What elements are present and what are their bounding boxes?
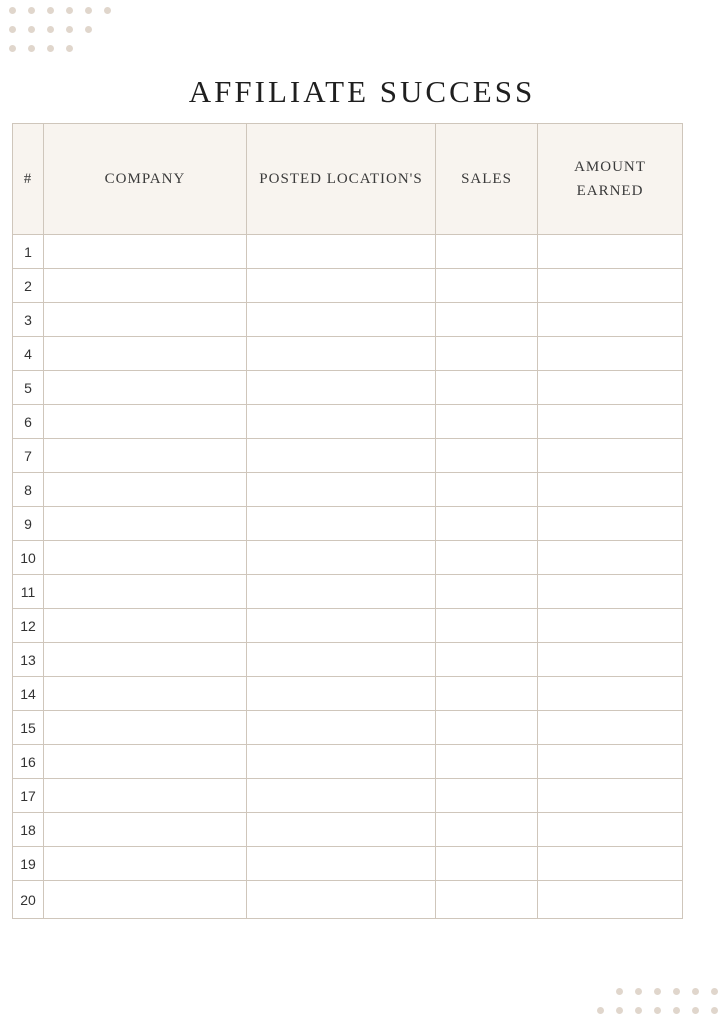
header-number: # [13,124,44,235]
amount-earned-cell[interactable] [538,711,683,745]
amount-earned-cell[interactable] [538,745,683,779]
amount-earned-cell[interactable] [538,881,683,919]
sales-cell[interactable] [436,371,538,405]
posted-location-cell[interactable] [247,677,436,711]
company-cell[interactable] [44,473,247,507]
table-row [13,507,683,541]
company-cell[interactable] [44,507,247,541]
posted-location-cell[interactable] [247,371,436,405]
page-title: AFFILIATE SUCCESS [188,74,536,109]
sales-cell[interactable] [436,337,538,371]
sales-cell[interactable] [436,847,538,881]
table-row [13,813,683,847]
posted-location-cell[interactable] [247,235,436,269]
row-number: 5 [13,371,44,405]
amount-earned-cell[interactable] [538,235,683,269]
header-amount-earned: AMOUNT EARNED [538,124,683,235]
row-number: 20 [13,881,44,919]
table-row [13,643,683,677]
sales-cell[interactable] [436,303,538,337]
sales-cell[interactable] [436,813,538,847]
posted-location-cell[interactable] [247,745,436,779]
amount-earned-cell[interactable] [538,575,683,609]
row-number: 9 [13,507,44,541]
row-number: 14 [13,677,44,711]
table-row [13,847,683,881]
table-row [13,337,683,371]
row-number: 16 [13,745,44,779]
header-company: COMPANY [44,124,247,235]
amount-earned-cell[interactable] [538,643,683,677]
row-number: 15 [13,711,44,745]
amount-earned-cell[interactable] [538,473,683,507]
amount-earned-cell[interactable] [538,371,683,405]
company-cell[interactable] [44,575,247,609]
table-row [13,575,683,609]
sales-cell[interactable] [436,269,538,303]
amount-earned-cell[interactable] [538,677,683,711]
posted-location-cell[interactable] [247,847,436,881]
company-cell[interactable] [44,609,247,643]
posted-location-cell[interactable] [247,779,436,813]
sales-cell[interactable] [436,235,538,269]
sales-cell[interactable] [436,677,538,711]
posted-location-cell[interactable] [247,881,436,919]
amount-earned-cell[interactable] [538,303,683,337]
company-cell[interactable] [44,881,247,919]
amount-earned-cell[interactable] [538,609,683,643]
amount-earned-cell[interactable] [538,439,683,473]
posted-location-cell[interactable] [247,473,436,507]
row-number: 2 [13,269,44,303]
amount-earned-cell[interactable] [538,507,683,541]
table-row [13,303,683,337]
company-cell[interactable] [44,779,247,813]
row-number: 18 [13,813,44,847]
sales-cell[interactable] [436,507,538,541]
posted-location-cell[interactable] [247,507,436,541]
row-number: 19 [13,847,44,881]
company-cell[interactable] [44,235,247,269]
table-row [13,677,683,711]
company-cell[interactable] [44,745,247,779]
amount-earned-cell[interactable] [538,337,683,371]
company-cell[interactable] [44,371,247,405]
sales-cell[interactable] [436,779,538,813]
posted-location-cell[interactable] [247,541,436,575]
table-row [13,235,683,269]
posted-location-cell[interactable] [247,405,436,439]
table-row [13,541,683,575]
sales-cell[interactable] [436,405,538,439]
table-row [13,371,683,405]
table-header-row [13,124,683,235]
row-number: 7 [13,439,44,473]
row-number: 12 [13,609,44,643]
amount-earned-cell[interactable] [538,405,683,439]
posted-location-cell[interactable] [247,711,436,745]
row-number: 3 [13,303,44,337]
row-number: 4 [13,337,44,371]
row-number: 1 [13,235,44,269]
amount-earned-cell[interactable] [538,541,683,575]
company-cell[interactable] [44,643,247,677]
row-number: 8 [13,473,44,507]
company-cell[interactable] [44,541,247,575]
amount-earned-cell[interactable] [538,813,683,847]
sales-cell[interactable] [436,609,538,643]
company-cell[interactable] [44,677,247,711]
table-row [13,439,683,473]
sales-cell[interactable] [436,711,538,745]
row-number: 17 [13,779,44,813]
company-cell[interactable] [44,303,247,337]
posted-location-cell[interactable] [247,575,436,609]
amount-earned-cell[interactable] [538,779,683,813]
sales-cell[interactable] [436,881,538,919]
header-posted-location: POSTED LOCATION'S [247,124,436,235]
company-cell[interactable] [44,405,247,439]
company-cell[interactable] [44,813,247,847]
posted-location-cell[interactable] [247,609,436,643]
table-row [13,779,683,813]
table-row [13,269,683,303]
header-sales: SALES [436,124,538,235]
table-row [13,473,683,507]
sales-cell[interactable] [436,745,538,779]
company-cell[interactable] [44,847,247,881]
posted-location-cell[interactable] [247,269,436,303]
table-row [13,609,683,643]
table-row [13,745,683,779]
sales-cell[interactable] [436,541,538,575]
amount-earned-cell[interactable] [538,269,683,303]
row-number: 13 [13,643,44,677]
posted-location-cell[interactable] [247,337,436,371]
company-cell[interactable] [44,439,247,473]
posted-location-cell[interactable] [247,439,436,473]
posted-location-cell[interactable] [247,643,436,677]
sales-cell[interactable] [436,473,538,507]
table-row [13,405,683,439]
posted-location-cell[interactable] [247,813,436,847]
posted-location-cell[interactable] [247,303,436,337]
row-number: 6 [13,405,44,439]
table-row [13,711,683,745]
amount-earned-cell[interactable] [538,847,683,881]
affiliate-table [12,123,683,919]
company-cell[interactable] [44,711,247,745]
row-number: 11 [13,575,44,609]
company-cell[interactable] [44,337,247,371]
sales-cell[interactable] [436,643,538,677]
row-number: 10 [13,541,44,575]
table-row [13,881,683,919]
sales-cell[interactable] [436,575,538,609]
sales-cell[interactable] [436,439,538,473]
company-cell[interactable] [44,269,247,303]
